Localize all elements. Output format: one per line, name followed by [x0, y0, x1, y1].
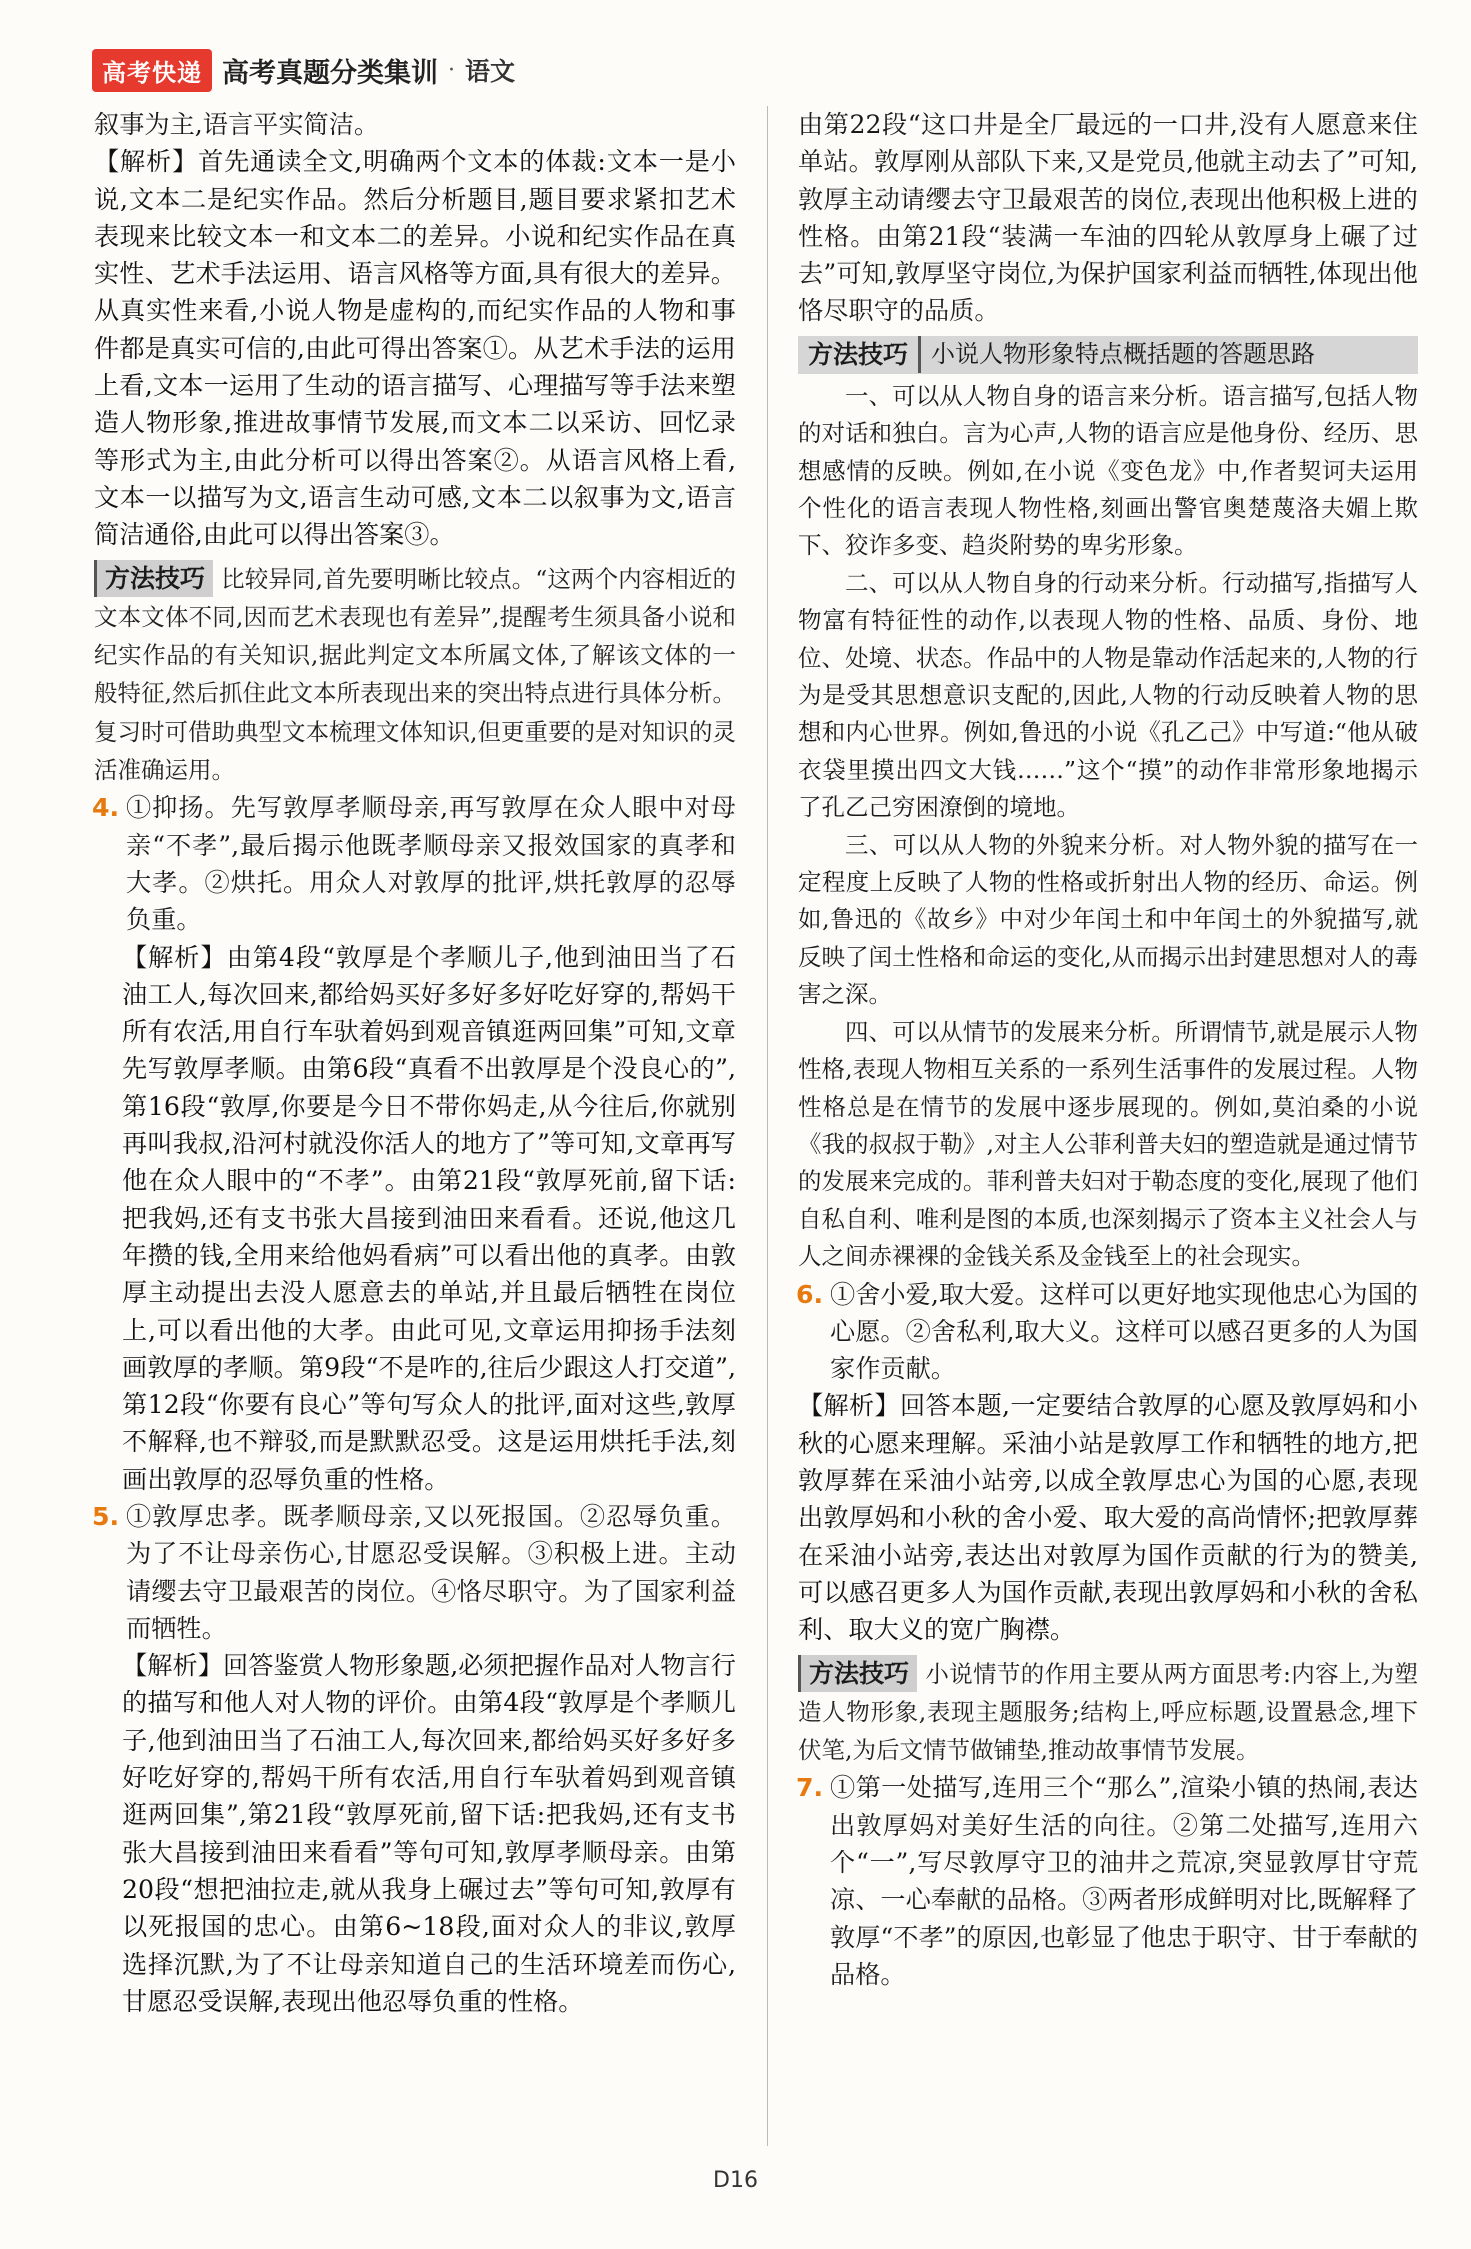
brand-logo: 高考快递 [92, 49, 212, 92]
answer-7-text: ①第一处描写,连用三个“那么”,渲染小镇的热闹,表达出敦厚妈对美好生活的向往。②第二处描写,连用六个“一”,写尽敦厚守卫的油井之荒凉,突显敦厚甘守荒凉、一心奉献的品格。③两者形成鲜明对比,既解释了敦厚“不孝”的原因,也彰显了他忠于职守、甘于奉献的品格。 [830, 1773, 1418, 1989]
question-number-4: 4. [92, 793, 120, 823]
method-tip-3 [94, 560, 736, 790]
answer-5 [94, 1498, 736, 1647]
method-point-3: 三、可以从人物的外貌来分析。对人物外貌的描写在一定程度上反映了人物的性格或折射出人物的经历、命运。例如,鲁迅的《故乡》中对少年闰土和中年闰土的外貌描写,就反映了闰土性格和命运的变化,从而揭示出封建思想对人的毒害之深。 [798, 830, 1418, 1009]
method-section-header [798, 336, 1418, 374]
method-tip-text: 比较异同,首先要明晰比较点。“这两个内容相近的文本文体不同,因而艺术表现也有差异”,提醒考生须具备小说和纪实作品的有关知识,据此判定文本所属文体,了解该文体的一般特征,然后抓住此文本所表现出来的突出特点进行具体分析。复习时可借助典型文本梳理文体知识,但更重要的是对知识的灵活准确运用。 [94, 564, 736, 785]
answer-5-text: ①敦厚忠孝。既孝顺母亲,又以死报国。②忍辱负重。为了不让母亲伤心,甘愿忍受误解。③积极上进。主动请缨去守卫最艰苦的岗位。④恪尽职守。为了国家利益而牺牲。 [126, 1501, 736, 1643]
answer-4-text: ①抑扬。先写敦厚孝顺母亲,再写敦厚在众人眼中对母亲“不孝”,最后揭示他既孝顺母亲又报效国家的真孝和大孝。②烘托。用众人对敦厚的批评,烘托敦厚的忍辱负重。 [126, 793, 736, 935]
title-separator: · [448, 57, 455, 83]
method-point-2: 二、可以从人物自身的行动来分析。行动描写,指描写人物富有特征性的动作,以表现人物的性格、品质、身份、地位、处境、状态。作品中的人物是靠动作活起来的,人物的行为是受其思想意识支配的,因此,人物的行动反映着人物的思想和内心世界。例如,鲁迅的小说《孔乙己》中写道:“他从破衣袋里摸出四文大钱……”这个“摸”的动作非常形象地揭示了孔乙己穷困潦倒的境地。 [798, 568, 1418, 822]
answer3-tail: 叙事为主,语言平实简洁。 [94, 110, 380, 139]
answer-6 [798, 1276, 1418, 1388]
left-column [94, 106, 736, 2020]
question-number-6: 6. [796, 1279, 824, 1309]
method-point-1: 一、可以从人物自身的语言来分析。语言描写,包括人物的对话和独白。言为心声,人物的语言应是他身份、经历、思想感情的反映。例如,在小说《变色龙》中,作者契诃夫运用个性化的语言表现人物性格,刻画出警官奥楚蔑洛夫媚上欺下、狡诈多变、趋炎附势的卑劣形象。 [798, 381, 1418, 560]
analysis-6: 【解析】回答本题,一定要结合敦厚的心愿及敦厚妈和小秋的心愿来理解。采油小站是敦厚工作和牺牲的地方,把敦厚葬在采油小站旁,以成全敦厚忠心为国的心愿,表现出敦厚妈和小秋的舍小爱、取大爱的高尚情怀;把敦厚葬在采油小站旁,表达出对敦厚为国作贡献的行为的赞美,可以感召更多人为国作贡献,表现出敦厚妈和小秋的舍私利、取大义的宽广胸襟。 [798, 1391, 1418, 1645]
page-header [92, 48, 515, 92]
answer-6-text: ①舍小爱,取大爱。这样可以更好地实现他忠心为国的心愿。②舍私利,取大义。这样可以感召更多的人为国家作贡献。 [830, 1279, 1418, 1384]
method-title: 小说人物形象特点概括题的答题思路 [918, 336, 1315, 373]
method-tip-label: 方法技巧 [94, 560, 213, 597]
subject-label: 语文 [465, 57, 516, 86]
question-number-7: 7. [796, 1773, 824, 1803]
answer-4 [94, 789, 736, 938]
method-body [798, 378, 1418, 1276]
column-divider [767, 106, 768, 2146]
analysis-5: 【解析】回答鉴赏人物形象题,必须把握作品对人物言行的描写和他人对人物的评价。由第4段“敦厚是个孝顺儿子,他到油田当了石油工人,每次回来,都给妈买好多好多好吃好穿的,帮妈干所有农活,用自行车驮着妈到观音镇逛两回集”,第21段“敦厚死前,留下话:把我妈,还有支书张大昌接到油田来看看”等句可知,敦厚孝顺母亲。由第20段“想把油拉走,就从我身上碾过去”等句可知,敦厚有以死报国的忠心。由第6~18段,面对众人的非议,敦厚选择沉默,为了不让母亲知道自己的生活环境差而伤心,甘愿忍受误解,表现出他忍辱负重的性格。 [122, 1651, 736, 2016]
analysis-3: 【解析】首先通读全文,明确两个文本的体裁:文本一是小说,文本二是纪实作品。然后分析题目,题目要求紧扣艺术表现来比较文本一和文本二的差异。小说和纪实作品在真实性、艺术手法运用、语言风格等方面,具有很大的差异。从真实性来看,小说人物是虚构的,而纪实作品的人物和事件都是真实可信的,由此可得出答案①。从艺术手法的运用上看,文本一运用了生动的语言描写、心理描写等手法来塑造人物形象,推进故事情节发展,而文本二以采访、回忆录等形式为主,由此分析可以得出答案②。从语言风格上看,文本一以描写为文,语言生动可感,文本二以叙事为文,语言简洁通俗,由此可以得出答案③。 [94, 147, 736, 550]
page-number: D16 [713, 2168, 758, 2193]
method-tip-6 [798, 1655, 1418, 1770]
analysis-4: 【解析】由第4段“敦厚是个孝顺儿子,他到油田当了石油工人,每次回来,都给妈买好多好多好吃好穿的,帮妈干所有农活,用自行车驮着妈到观音镇逛两回集”可知,文章先写敦厚孝顺。由第6段“真看不出敦厚是个没良心的”,第16段“敦厚,你要是今日不带你妈走,从今往后,你就别再叫我叔,沿河村就没你活人的地方了”等可知,文章再写他在众人眼中的“不孝”。由第21段“敦厚死前,留下话:把我妈,还有支书张大昌接到油田来看看。还说,他这几年攒的钱,全用来给他妈看病”可以看出他的真孝。由敦厚主动提出去没人愿意去的单站,并且最后牺牲在岗位上,可以看出他的大孝。由此可见,文章运用抑扬手法刻画敦厚的孝顺。第9段“不是咋的,往后少跟这人打交道”,第12段“你要有良心”等句写众人的批评,面对这些,敦厚不解释,也不辩驳,而是默默忍受。这是运用烘托手法,刻画出敦厚的忍辱负重的性格。 [122, 942, 736, 1494]
right-column [798, 106, 1418, 1993]
method-point-4: 四、可以从情节的发展来分析。所谓情节,就是展示人物性格,表现人物相互关系的一系列生活事件的发展过程。人物性格总是在情节的发展中逐步展现的。例如,莫泊桑的小说《我的叔叔于勒》,对主人公菲利普夫妇的塑造就是通过情节的发展来完成的。菲利普夫妇对于勒态度的变化,展现了他们自私自利、唯利是图的本质,也深刻揭示了资本主义社会人与人之间赤裸裸的金钱关系及金钱至上的社会现实。 [798, 1017, 1418, 1271]
question-number-5: 5. [92, 1501, 120, 1531]
book-title: 高考真题分类集训 [222, 57, 438, 89]
method-label: 方法技巧 [808, 340, 909, 370]
method-tip-label: 方法技巧 [798, 1655, 917, 1692]
answer-7 [798, 1769, 1418, 1993]
analysis-5-continued: 由第22段“这口井是全厂最远的一口井,没有人愿意来住单站。敦厚刚从部队下来,又是党员,他就主动去了”可知,敦厚主动请缨去守卫最艰苦的岗位,表现出他积极上进的性格。由第21段“装满一车油的四轮从敦厚身上碾了过去”可知,敦厚坚守岗位,为保护国家利益而牺牲,体现出他恪尽职守的品质。 [798, 110, 1418, 326]
method-tip-text: 小说情节的作用主要从两方面思考:内容上,为塑造人物形象,表现主题服务;结构上,呼应标题,设置悬念,埋下伏笔,为后文情节做铺垫,推动故事情节发展。 [798, 1659, 1418, 1765]
